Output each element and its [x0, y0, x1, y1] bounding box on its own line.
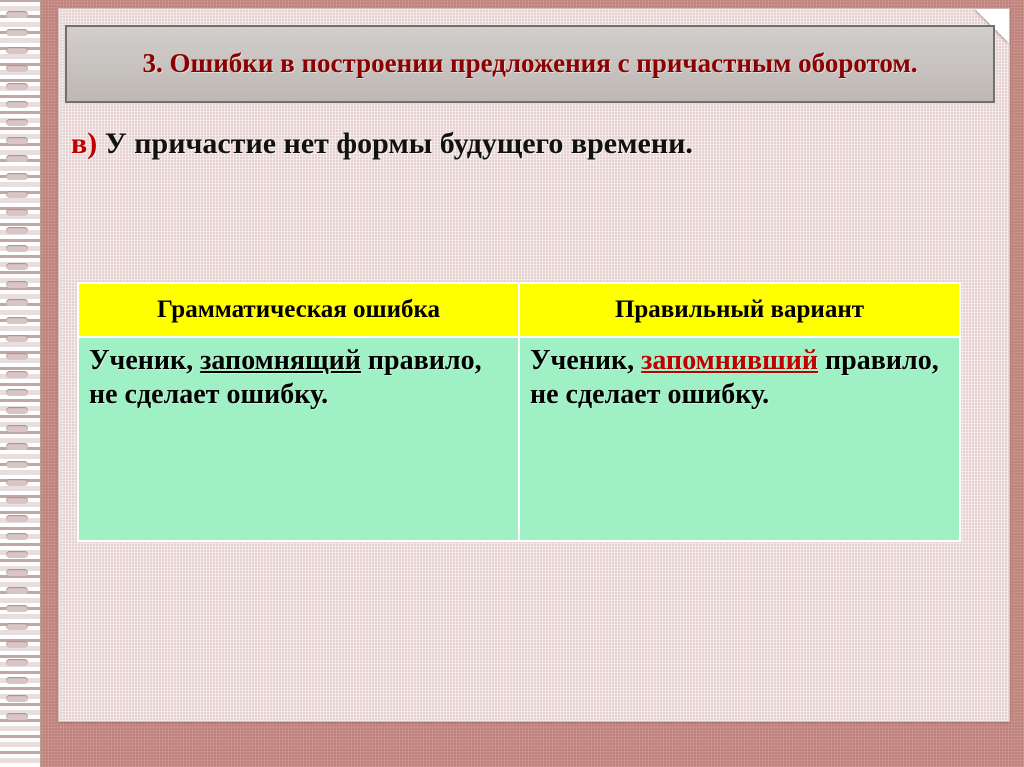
slide-page — [58, 8, 1010, 722]
page-title: 3. Ошибки в построении предложения с причастным оборотом. — [142, 48, 918, 79]
error-text-before: Ученик, — [89, 345, 201, 376]
correct-text-before: Ученик, — [530, 345, 642, 376]
error-highlighted-word: запомнящий — [200, 345, 361, 376]
correct-text-after: правило, не сделает ошибку. — [530, 345, 939, 411]
comparison-table — [77, 282, 961, 542]
spiral-binding — [0, 0, 41, 767]
table-header-correct: Правильный вариант — [519, 283, 960, 337]
correct-highlighted-word: запомнивший — [641, 345, 819, 376]
subtitle-text: У причастие нет формы будущего времени. — [97, 127, 693, 160]
binding-holes — [6, 0, 34, 767]
title-banner — [65, 25, 995, 103]
cell-correct-variant — [519, 337, 960, 541]
table-row — [78, 337, 960, 541]
cell-grammatical-error — [78, 337, 519, 541]
table-header-error: Грамматическая ошибка — [78, 283, 519, 337]
error-text-after: правило, не сделает ошибку. — [89, 345, 482, 411]
table-header-row — [78, 283, 960, 337]
subtitle-line — [71, 127, 991, 161]
subtitle-marker: в) — [71, 127, 98, 160]
